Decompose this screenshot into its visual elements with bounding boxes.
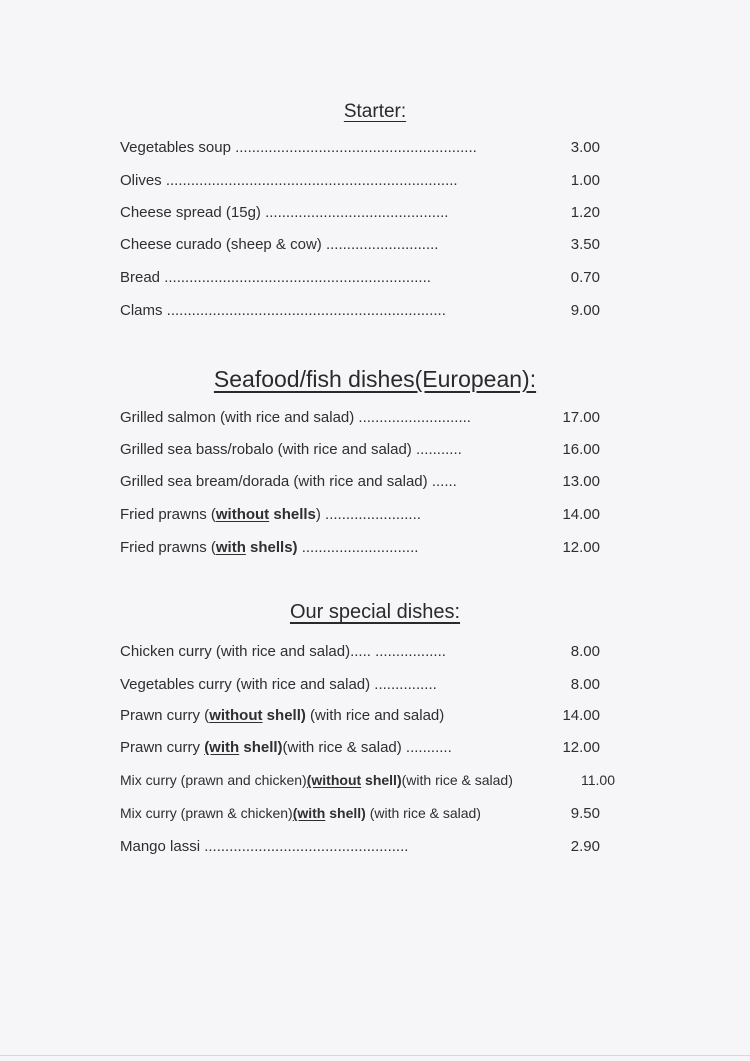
seafood-item-name: Grilled sea bass/robalo (with rice and salad) ........... bbox=[120, 441, 462, 458]
starter-item-name: Bread ................................................................ bbox=[120, 269, 431, 286]
item-text: Prawn curry bbox=[120, 739, 205, 756]
seafood-item-name bbox=[120, 506, 421, 523]
seafood-item-price: 16.00 bbox=[562, 441, 600, 458]
special-item-price: 14.00 bbox=[562, 707, 600, 724]
special-item-price: 9.50 bbox=[570, 805, 600, 822]
item-bold: shells bbox=[269, 506, 316, 523]
special-title: Our special dishes: bbox=[289, 601, 461, 623]
starter-item-price: 3.00 bbox=[570, 139, 600, 156]
item-text: (with rice & salad) bbox=[401, 772, 513, 788]
item-text: Mix curry (prawn and chicken) bbox=[120, 772, 307, 788]
special-item-name bbox=[120, 772, 513, 788]
item-emphasis: (without bbox=[306, 772, 362, 788]
item-text: (with rice and salad) bbox=[305, 707, 445, 724]
item-bold: shell) bbox=[239, 739, 283, 756]
starter-item-price: 1.20 bbox=[570, 204, 600, 221]
special-item-name bbox=[120, 707, 444, 724]
item-emphasis: without bbox=[215, 506, 270, 523]
seafood-item-price: 12.00 bbox=[562, 539, 600, 556]
seafood-item-name: Grilled salmon (with rice and salad) ........................... bbox=[120, 409, 471, 426]
item-text: ) ....................... bbox=[315, 506, 421, 523]
special-item-price: 8.00 bbox=[570, 676, 600, 693]
item-text: Mix curry (prawn & chicken) bbox=[120, 805, 293, 821]
starter-title: Starter: bbox=[343, 101, 407, 122]
special-item-price: 8.00 bbox=[570, 643, 600, 660]
special-item-name bbox=[120, 739, 452, 756]
item-text: (with rice & salad) bbox=[365, 805, 481, 821]
item-bold: shell) bbox=[361, 772, 402, 788]
item-emphasis: (with bbox=[204, 739, 240, 756]
starter-item-name: Clams ................................................................... bbox=[120, 302, 446, 319]
special-item-price: 2.90 bbox=[570, 838, 600, 855]
item-bold: shell) bbox=[325, 805, 366, 821]
seafood-item-price: 14.00 bbox=[562, 506, 600, 523]
starter-item-name: Cheese spread (15g) ............................................ bbox=[120, 204, 449, 221]
seafood-item-name: Grilled sea bream/dorada (with rice and salad) ...... bbox=[120, 473, 457, 490]
special-item-name bbox=[120, 805, 481, 821]
special-item-name: Chicken curry (with rice and salad)..... ................. bbox=[120, 643, 446, 660]
special-item-price: 11.00 bbox=[581, 772, 615, 788]
item-text: Fried prawns ( bbox=[120, 539, 216, 556]
seafood-title: Seafood/fish dishes(European): bbox=[213, 366, 537, 392]
item-emphasis: without bbox=[209, 707, 263, 724]
seafood-item-price: 13.00 bbox=[562, 473, 600, 490]
special-item-price: 12.00 bbox=[562, 739, 600, 756]
seafood-item-name bbox=[120, 539, 418, 556]
item-emphasis: with bbox=[215, 539, 246, 556]
item-emphasis: (with bbox=[292, 805, 326, 821]
special-item-name: Mango lassi ................................................. bbox=[120, 838, 409, 855]
special-item-name: Vegetables curry (with rice and salad) ............... bbox=[120, 676, 437, 693]
starter-item-name: Cheese curado (sheep & cow) ........................... bbox=[120, 236, 439, 253]
starter-item-price: 9.00 bbox=[570, 302, 600, 319]
item-text: ............................ bbox=[297, 539, 419, 556]
page-edge-divider bbox=[0, 1055, 750, 1056]
starter-item-price: 0.70 bbox=[570, 269, 600, 286]
starter-item-price: 1.00 bbox=[570, 172, 600, 189]
seafood-item-price: 17.00 bbox=[562, 409, 600, 426]
item-text: Prawn curry ( bbox=[120, 707, 210, 724]
item-bold: shells) bbox=[245, 539, 298, 556]
starter-item-name: Vegetables soup .......................................................... bbox=[120, 139, 477, 156]
starter-item-price: 3.50 bbox=[570, 236, 600, 253]
item-text: Fried prawns ( bbox=[120, 506, 216, 523]
item-text: (with rice & salad) ........... bbox=[282, 739, 452, 756]
item-bold: shell) bbox=[262, 707, 306, 724]
starter-item-name: Olives ...................................................................... bbox=[120, 172, 458, 189]
